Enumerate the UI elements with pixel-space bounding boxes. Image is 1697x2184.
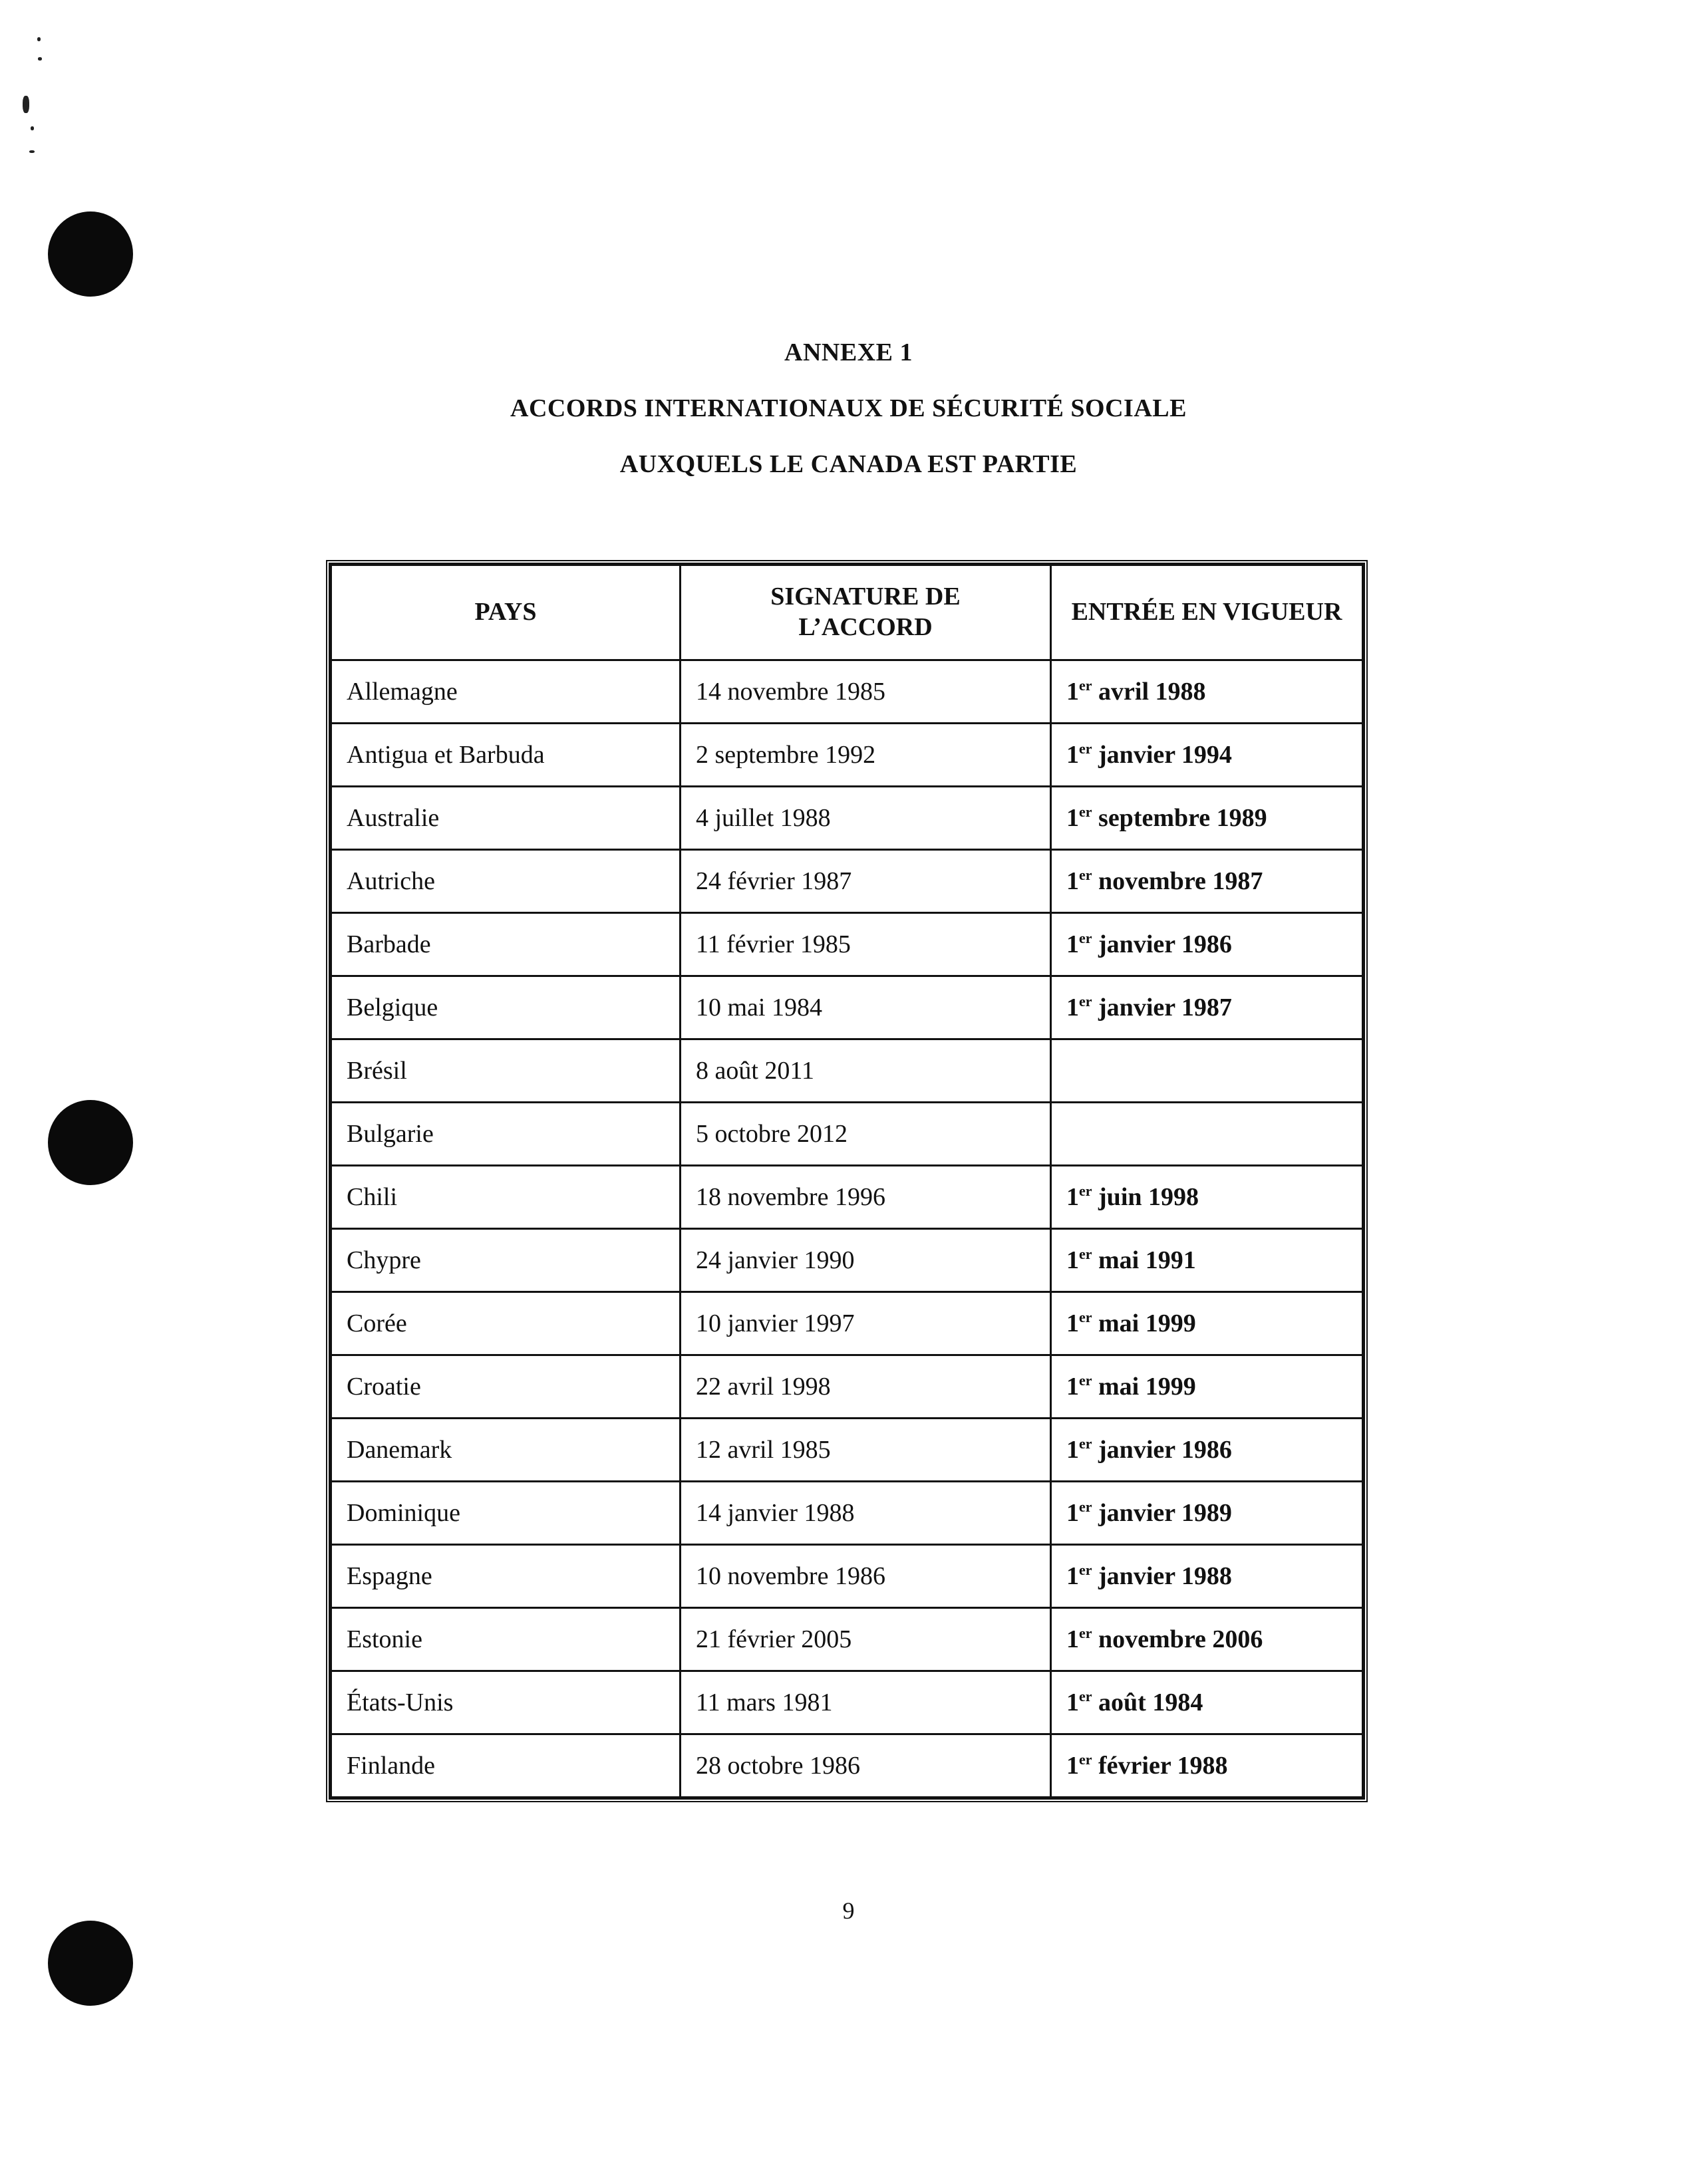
cell-entree [1051,1355,1363,1419]
cell-entree [1051,1166,1363,1229]
scan-speck [23,96,29,113]
entry-prefix-number: 1 [1066,804,1079,832]
entry-date: novembre 2006 [1098,1625,1263,1653]
entry-prefix-superscript: er [1079,1372,1092,1389]
table-row [331,1419,1363,1482]
cell-signature: 12 avril 1985 [681,1419,1051,1482]
entry-prefix-number: 1 [1066,1562,1079,1590]
entry-date: janvier 1987 [1098,994,1232,1022]
table-row [331,913,1363,976]
entry-prefix-superscript: er [1079,677,1092,694]
table-row [331,1734,1363,1798]
entry-date: septembre 1989 [1098,804,1267,832]
entry-prefix-superscript: er [1079,1246,1092,1262]
cell-signature: 24 février 1987 [681,850,1051,913]
entry-date: janvier 1994 [1098,741,1232,769]
entry-prefix-superscript: er [1079,1562,1092,1578]
scan-speck [31,126,34,130]
cell-signature: 11 mars 1981 [681,1671,1051,1734]
cell-signature: 10 janvier 1997 [681,1292,1051,1355]
table-row [331,1355,1363,1419]
entry-date: août 1984 [1098,1689,1203,1716]
cell-pays: Danemark [331,1419,681,1482]
cell-pays: Belgique [331,976,681,1039]
entry-prefix-number: 1 [1066,1373,1079,1401]
entry-date: février 1988 [1098,1752,1228,1780]
cell-signature: 21 février 2005 [681,1608,1051,1671]
cell-entree [1051,787,1363,850]
entry-prefix-superscript: er [1079,740,1092,757]
table-row [331,1671,1363,1734]
entry-prefix-number: 1 [1066,1752,1079,1780]
entry-date: novembre 1987 [1098,867,1263,895]
cell-signature: 14 novembre 1985 [681,660,1051,724]
punch-hole-bottom [48,1921,133,2006]
table-row [331,1166,1363,1229]
column-header-pays: PAYS [331,565,681,660]
table-row [331,1103,1363,1166]
table-row [331,787,1363,850]
cell-entree [1051,1482,1363,1545]
entry-prefix-superscript: er [1079,803,1092,820]
cell-signature: 24 janvier 1990 [681,1229,1051,1292]
cell-signature: 2 septembre 1992 [681,724,1051,787]
entry-prefix-number: 1 [1066,867,1079,895]
entry-date: mai 1991 [1098,1246,1196,1274]
table-header-row [331,565,1363,660]
cell-pays: Dominique [331,1482,681,1545]
cell-pays: Croatie [331,1355,681,1419]
document-subtitle: AUXQUELS LE CANADA EST PARTIE [619,450,1078,478]
entry-prefix-superscript: er [1079,1182,1092,1199]
cell-pays: Allemagne [331,660,681,724]
cell-pays: Chili [331,1166,681,1229]
cell-entree [1051,1608,1363,1671]
entry-prefix-number: 1 [1066,1625,1079,1653]
cell-signature: 8 août 2011 [681,1039,1051,1103]
scan-speck [29,150,35,153]
cell-signature: 4 juillet 1988 [681,787,1051,850]
entry-prefix-superscript: er [1079,1688,1092,1705]
cell-signature: 10 novembre 1986 [681,1545,1051,1608]
cell-pays: Barbade [331,913,681,976]
table-row [331,660,1363,724]
entry-prefix-superscript: er [1079,1498,1092,1515]
punch-hole-middle [48,1100,133,1185]
entry-prefix-superscript: er [1079,867,1092,883]
table-row [331,1545,1363,1608]
entry-prefix-superscript: er [1079,1435,1092,1452]
cell-entree [1051,850,1363,913]
cell-signature: 10 mai 1984 [681,976,1051,1039]
table-row [331,724,1363,787]
entry-date: juin 1998 [1098,1183,1199,1211]
cell-pays: Estonie [331,1608,681,1671]
column-header-signature: SIGNATURE DE L’ACCORD [681,565,1051,660]
cell-pays: Finlande [331,1734,681,1798]
table-row [331,1482,1363,1545]
entry-date: mai 1999 [1098,1373,1196,1401]
column-header-entree: ENTRÉE EN VIGUEUR [1051,565,1363,660]
cell-entree [1051,976,1363,1039]
cell-entree [1051,1229,1363,1292]
cell-entree [1051,913,1363,976]
cell-signature: 5 octobre 2012 [681,1103,1051,1166]
entry-prefix-superscript: er [1079,1751,1092,1768]
entry-date: janvier 1988 [1098,1562,1232,1590]
annex-title: ANNEXE 1 [784,339,913,366]
table-row [331,976,1363,1039]
cell-entree [1051,1103,1363,1166]
entry-date: janvier 1986 [1098,1436,1232,1464]
table-row [331,850,1363,913]
entry-prefix-superscript: er [1079,1625,1092,1641]
scan-speck [38,57,42,61]
cell-pays: Australie [331,787,681,850]
entry-prefix-number: 1 [1066,1309,1079,1337]
page-number: 9 [842,1897,855,1924]
cell-entree [1051,1671,1363,1734]
entry-prefix-number: 1 [1066,994,1079,1022]
entry-prefix-superscript: er [1079,930,1092,946]
entry-prefix-number: 1 [1066,741,1079,769]
entry-prefix-number: 1 [1066,1689,1079,1716]
entry-prefix-number: 1 [1066,1436,1079,1464]
cell-entree [1051,724,1363,787]
cell-entree [1051,1419,1363,1482]
agreements-table [326,560,1368,1802]
entry-date: janvier 1986 [1098,930,1232,958]
cell-entree [1051,1039,1363,1103]
cell-entree [1051,660,1363,724]
entry-prefix-number: 1 [1066,678,1079,706]
cell-signature: 14 janvier 1988 [681,1482,1051,1545]
entry-prefix-superscript: er [1079,993,1092,1010]
entry-date: mai 1999 [1098,1309,1196,1337]
cell-pays: Autriche [331,850,681,913]
scan-speck [37,37,41,41]
document-title: ACCORDS INTERNATIONAUX DE SÉCURITÉ SOCIALE [510,394,1187,422]
cell-entree [1051,1545,1363,1608]
entry-prefix-number: 1 [1066,1246,1079,1274]
entry-date: avril 1988 [1098,678,1206,706]
entry-prefix-number: 1 [1066,1499,1079,1527]
cell-signature: 18 novembre 1996 [681,1166,1051,1229]
cell-signature: 28 octobre 1986 [681,1734,1051,1798]
table-row [331,1229,1363,1292]
cell-entree [1051,1734,1363,1798]
table-row [331,1292,1363,1355]
cell-pays: Chypre [331,1229,681,1292]
cell-entree [1051,1292,1363,1355]
table-row [331,1039,1363,1103]
punch-hole-top [48,211,133,297]
entry-prefix-number: 1 [1066,1183,1079,1211]
cell-pays: Corée [331,1292,681,1355]
cell-pays: Bulgarie [331,1103,681,1166]
cell-pays: Brésil [331,1039,681,1103]
cell-pays: Espagne [331,1545,681,1608]
entry-prefix-number: 1 [1066,930,1079,958]
entry-date: janvier 1989 [1098,1499,1232,1527]
cell-pays: Antigua et Barbuda [331,724,681,787]
table-row [331,1608,1363,1671]
entry-prefix-superscript: er [1079,1309,1092,1325]
cell-signature: 11 février 1985 [681,913,1051,976]
cell-pays: États-Unis [331,1671,681,1734]
cell-signature: 22 avril 1998 [681,1355,1051,1419]
